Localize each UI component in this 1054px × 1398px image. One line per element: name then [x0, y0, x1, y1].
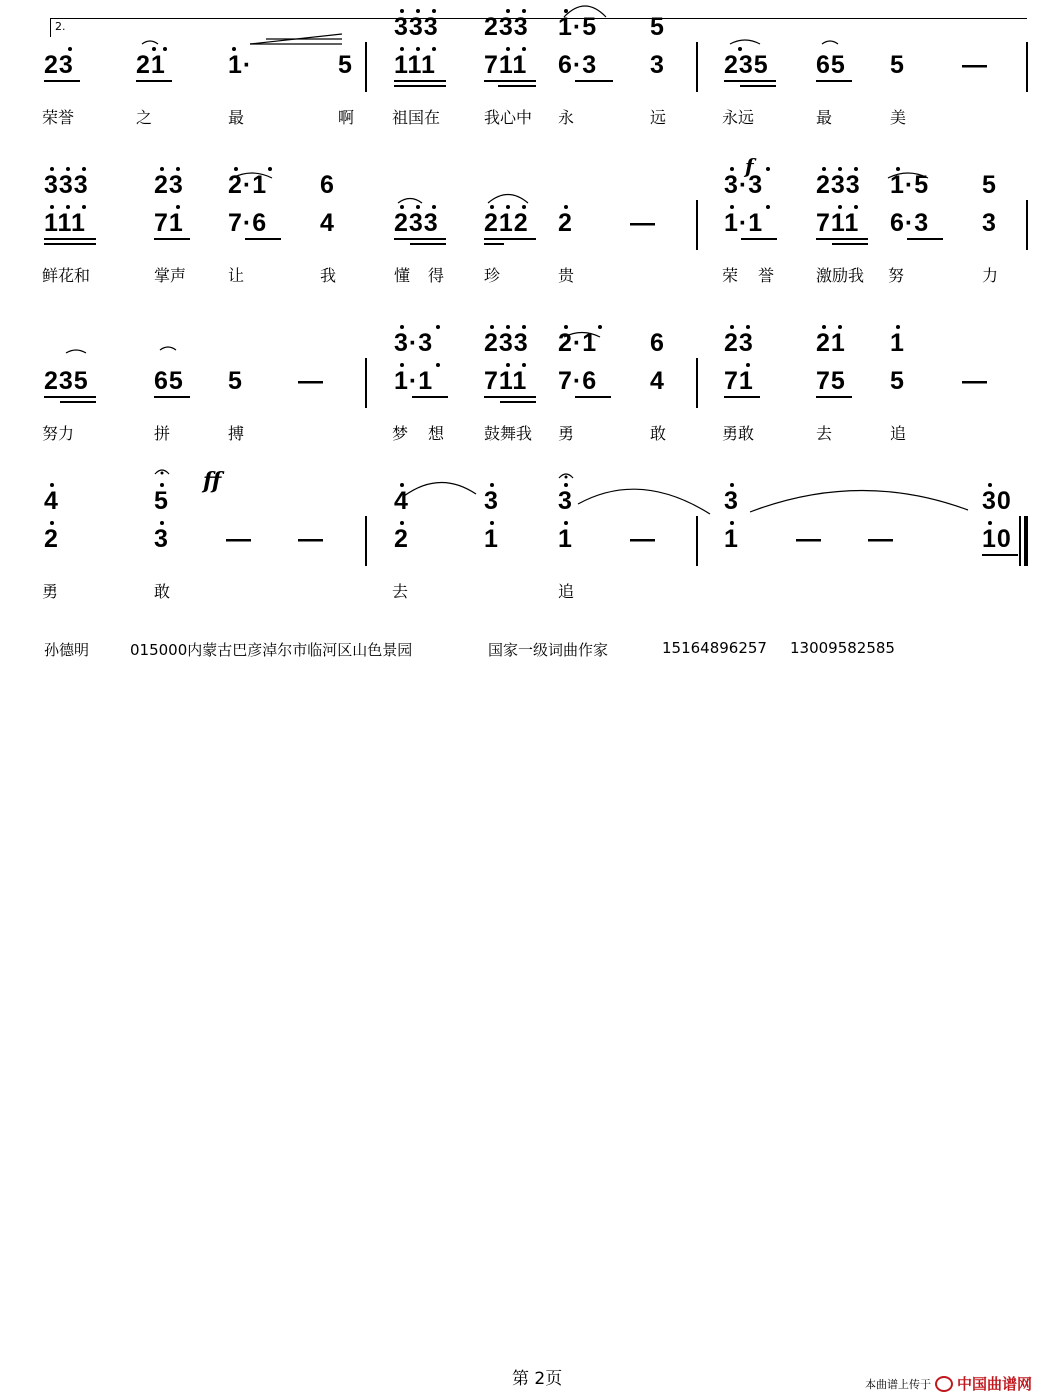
lower-note: 5 — [228, 367, 243, 395]
upper-note: 233 — [484, 13, 529, 41]
lower-note: — — [226, 525, 252, 553]
dynamic-forte: f — [745, 154, 754, 178]
underline — [245, 238, 281, 240]
lyric: 拼 — [154, 424, 171, 443]
lyric: 去 — [816, 424, 833, 443]
upper-note: 23 — [724, 329, 754, 357]
lower-note: — — [962, 51, 988, 79]
lower-note: 1 — [724, 525, 739, 553]
lower-note: 65 — [816, 51, 846, 79]
page-number: 第 2页 — [512, 1369, 563, 1389]
bar-line — [696, 42, 698, 92]
underline — [575, 80, 613, 82]
underline — [816, 80, 852, 82]
upper-note: 1·5 — [890, 171, 930, 199]
lower-note: 111 — [44, 209, 86, 237]
lyric: 懂 — [394, 266, 411, 285]
underline — [724, 396, 760, 398]
lower-note: 2 — [44, 525, 59, 553]
lower-note: 10 — [982, 525, 1012, 553]
underline — [394, 85, 446, 87]
upper-note: 6 — [320, 171, 335, 199]
underline — [136, 80, 172, 82]
lyric: 追 — [558, 582, 575, 601]
lyric: 追 — [890, 424, 907, 443]
underline — [394, 80, 446, 82]
bar-line — [696, 200, 698, 250]
bar-line — [365, 42, 367, 92]
lower-note: 6·3 — [890, 209, 930, 237]
lower-note: 711 — [816, 209, 860, 237]
upload-source[interactable] — [865, 1373, 1032, 1394]
author-phone-1: 15164896257 — [662, 639, 767, 657]
lyric: 去 — [392, 582, 409, 601]
lower-note: 71 — [724, 367, 754, 395]
bar-line — [1026, 42, 1028, 92]
lower-note: 711 — [484, 51, 528, 79]
lower-note: 1 — [484, 525, 499, 553]
lower-note: 233 — [394, 209, 439, 237]
volta-label: 2. — [55, 20, 66, 33]
lyric: 梦 — [392, 424, 409, 443]
lower-note: 7·6 — [228, 209, 268, 237]
author-name: 孙德明 — [44, 641, 90, 659]
underline — [500, 401, 536, 403]
lyric: 最 — [228, 108, 245, 127]
lyric: 努 — [888, 266, 905, 285]
underline — [484, 243, 504, 245]
author-title: 国家一级词曲作家 — [488, 641, 609, 659]
lower-note: 3 — [154, 525, 169, 553]
lyric: 力 — [982, 266, 999, 285]
underline — [741, 238, 777, 240]
author-phone-2: 13009582585 — [790, 639, 895, 657]
lower-note: 711 — [484, 367, 528, 395]
upper-note: 233 — [816, 171, 861, 199]
underline — [575, 396, 611, 398]
upper-note: 333 — [394, 13, 439, 41]
lyric: 最 — [816, 108, 833, 127]
lyric: 誉 — [758, 266, 775, 285]
system-line — [50, 18, 1027, 19]
bar-line — [696, 516, 698, 566]
lyric: 敢 — [650, 424, 667, 443]
lower-note: — — [796, 525, 822, 553]
lyric: 勇 — [42, 582, 59, 601]
underline — [484, 396, 536, 398]
lyric: 荣誉 — [42, 108, 75, 127]
lyric: 勇敢 — [722, 424, 755, 443]
lower-note: 23 — [44, 51, 74, 79]
final-barline-thin — [1019, 516, 1021, 566]
lyric: 想 — [428, 424, 445, 443]
bar-line — [696, 358, 698, 408]
lyric: 得 — [428, 266, 445, 285]
upper-note: 23 — [154, 171, 184, 199]
lower-note: 7·6 — [558, 367, 598, 395]
upper-note: 3·3 — [724, 171, 764, 199]
lower-note: — — [630, 209, 656, 237]
lower-note: 75 — [816, 367, 846, 395]
lyric: 搏 — [228, 424, 245, 443]
lower-note: 1·1 — [394, 367, 434, 395]
uploaded-label: 本曲谱上传于 — [865, 1377, 931, 1391]
underline — [816, 396, 852, 398]
upper-note: 333 — [44, 171, 89, 199]
upper-note: 2·1 — [558, 329, 598, 357]
dynamic-fortissimo: ff — [203, 468, 222, 494]
lyric: 激励我 — [816, 266, 865, 285]
lower-note: 1 — [558, 525, 573, 553]
upper-note: 4 — [44, 487, 59, 515]
underline — [816, 238, 868, 240]
bar-line — [365, 516, 367, 566]
upper-note: 2·1 — [228, 171, 268, 199]
lyric: 贵 — [558, 266, 575, 285]
logo-icon — [935, 1376, 953, 1392]
lower-note: 2 — [558, 209, 573, 237]
lyric: 远 — [650, 108, 667, 127]
lower-note: 4 — [320, 209, 335, 237]
upper-note: 3 — [724, 487, 739, 515]
lyric: 让 — [228, 266, 245, 285]
bar-line — [1026, 200, 1028, 250]
underline — [44, 238, 96, 240]
lower-note: 65 — [154, 367, 184, 395]
lyric: 努力 — [42, 424, 75, 443]
lower-note: 21 — [136, 51, 166, 79]
lower-note: 5 — [890, 367, 905, 395]
site-logo: 中国曲谱网 — [957, 1375, 1033, 1393]
upper-note: 30 — [982, 487, 1012, 515]
upper-note: 5 — [982, 171, 997, 199]
upper-note: 3·3 — [394, 329, 434, 357]
underline — [394, 238, 446, 240]
upper-note: 3 — [484, 487, 499, 515]
underline — [154, 238, 190, 240]
underline — [44, 396, 96, 398]
upper-note: 1 — [890, 329, 905, 357]
underline — [484, 238, 536, 240]
lyric: 勇 — [558, 424, 575, 443]
lyric: 珍 — [484, 266, 501, 285]
lyric: 鲜花和 — [42, 266, 91, 285]
lower-note: 2 — [394, 525, 409, 553]
lyric: 永 — [558, 108, 575, 127]
underline — [410, 243, 446, 245]
lower-note: 3 — [982, 209, 997, 237]
final-barline-thick — [1024, 516, 1028, 566]
lower-note: — — [630, 525, 656, 553]
upper-note: 233 — [484, 329, 529, 357]
lower-note: — — [298, 367, 324, 395]
underline — [907, 238, 943, 240]
author-address: 015000内蒙古巴彦淖尔市临河区山色景园 — [130, 641, 413, 659]
lyric: 美 — [890, 108, 907, 127]
lyric: 之 — [136, 108, 153, 127]
underline — [724, 80, 776, 82]
lower-note: 1· — [228, 51, 253, 79]
underline — [44, 243, 96, 245]
lyric: 敢 — [154, 582, 171, 601]
upper-note: 3 — [558, 487, 573, 515]
lower-note: 1·1 — [724, 209, 764, 237]
underline — [412, 396, 448, 398]
lower-note: 6·3 — [558, 51, 598, 79]
lyric: 啊 — [338, 108, 355, 127]
lyric: 我 — [320, 266, 337, 285]
lower-note: 235 — [44, 367, 89, 395]
lyric: 我心中 — [484, 108, 533, 127]
lower-note: 3 — [650, 51, 665, 79]
underline — [740, 85, 776, 87]
lyric: 荣 — [722, 266, 739, 285]
upper-note: 4 — [394, 487, 409, 515]
underline — [44, 80, 80, 82]
underline — [832, 243, 868, 245]
lyric: 祖国在 — [392, 108, 441, 127]
upper-note: 1·5 — [558, 13, 598, 41]
upper-note: 21 — [816, 329, 846, 357]
lower-note: — — [962, 367, 988, 395]
lower-note: — — [298, 525, 324, 553]
lower-note: — — [868, 525, 894, 553]
upper-note: 6 — [650, 329, 665, 357]
underline — [154, 396, 190, 398]
lower-note: 71 — [154, 209, 184, 237]
lower-note: 5 — [890, 51, 905, 79]
underline — [60, 401, 96, 403]
lower-note: 5 — [338, 51, 353, 79]
underline — [498, 85, 536, 87]
lower-note: 212 — [484, 209, 529, 237]
lyric: 鼓舞我 — [484, 424, 533, 443]
lower-note: 235 — [724, 51, 769, 79]
lower-note: 4 — [650, 367, 665, 395]
volta-bracket — [50, 18, 54, 37]
underline — [982, 554, 1018, 556]
upper-note: 5 — [154, 487, 169, 515]
upper-note: 5 — [650, 13, 665, 41]
lyric: 掌声 — [154, 266, 187, 285]
underline — [484, 80, 536, 82]
lyric: 永远 — [722, 108, 755, 127]
lower-note: 111 — [394, 51, 436, 79]
bar-line — [365, 358, 367, 408]
